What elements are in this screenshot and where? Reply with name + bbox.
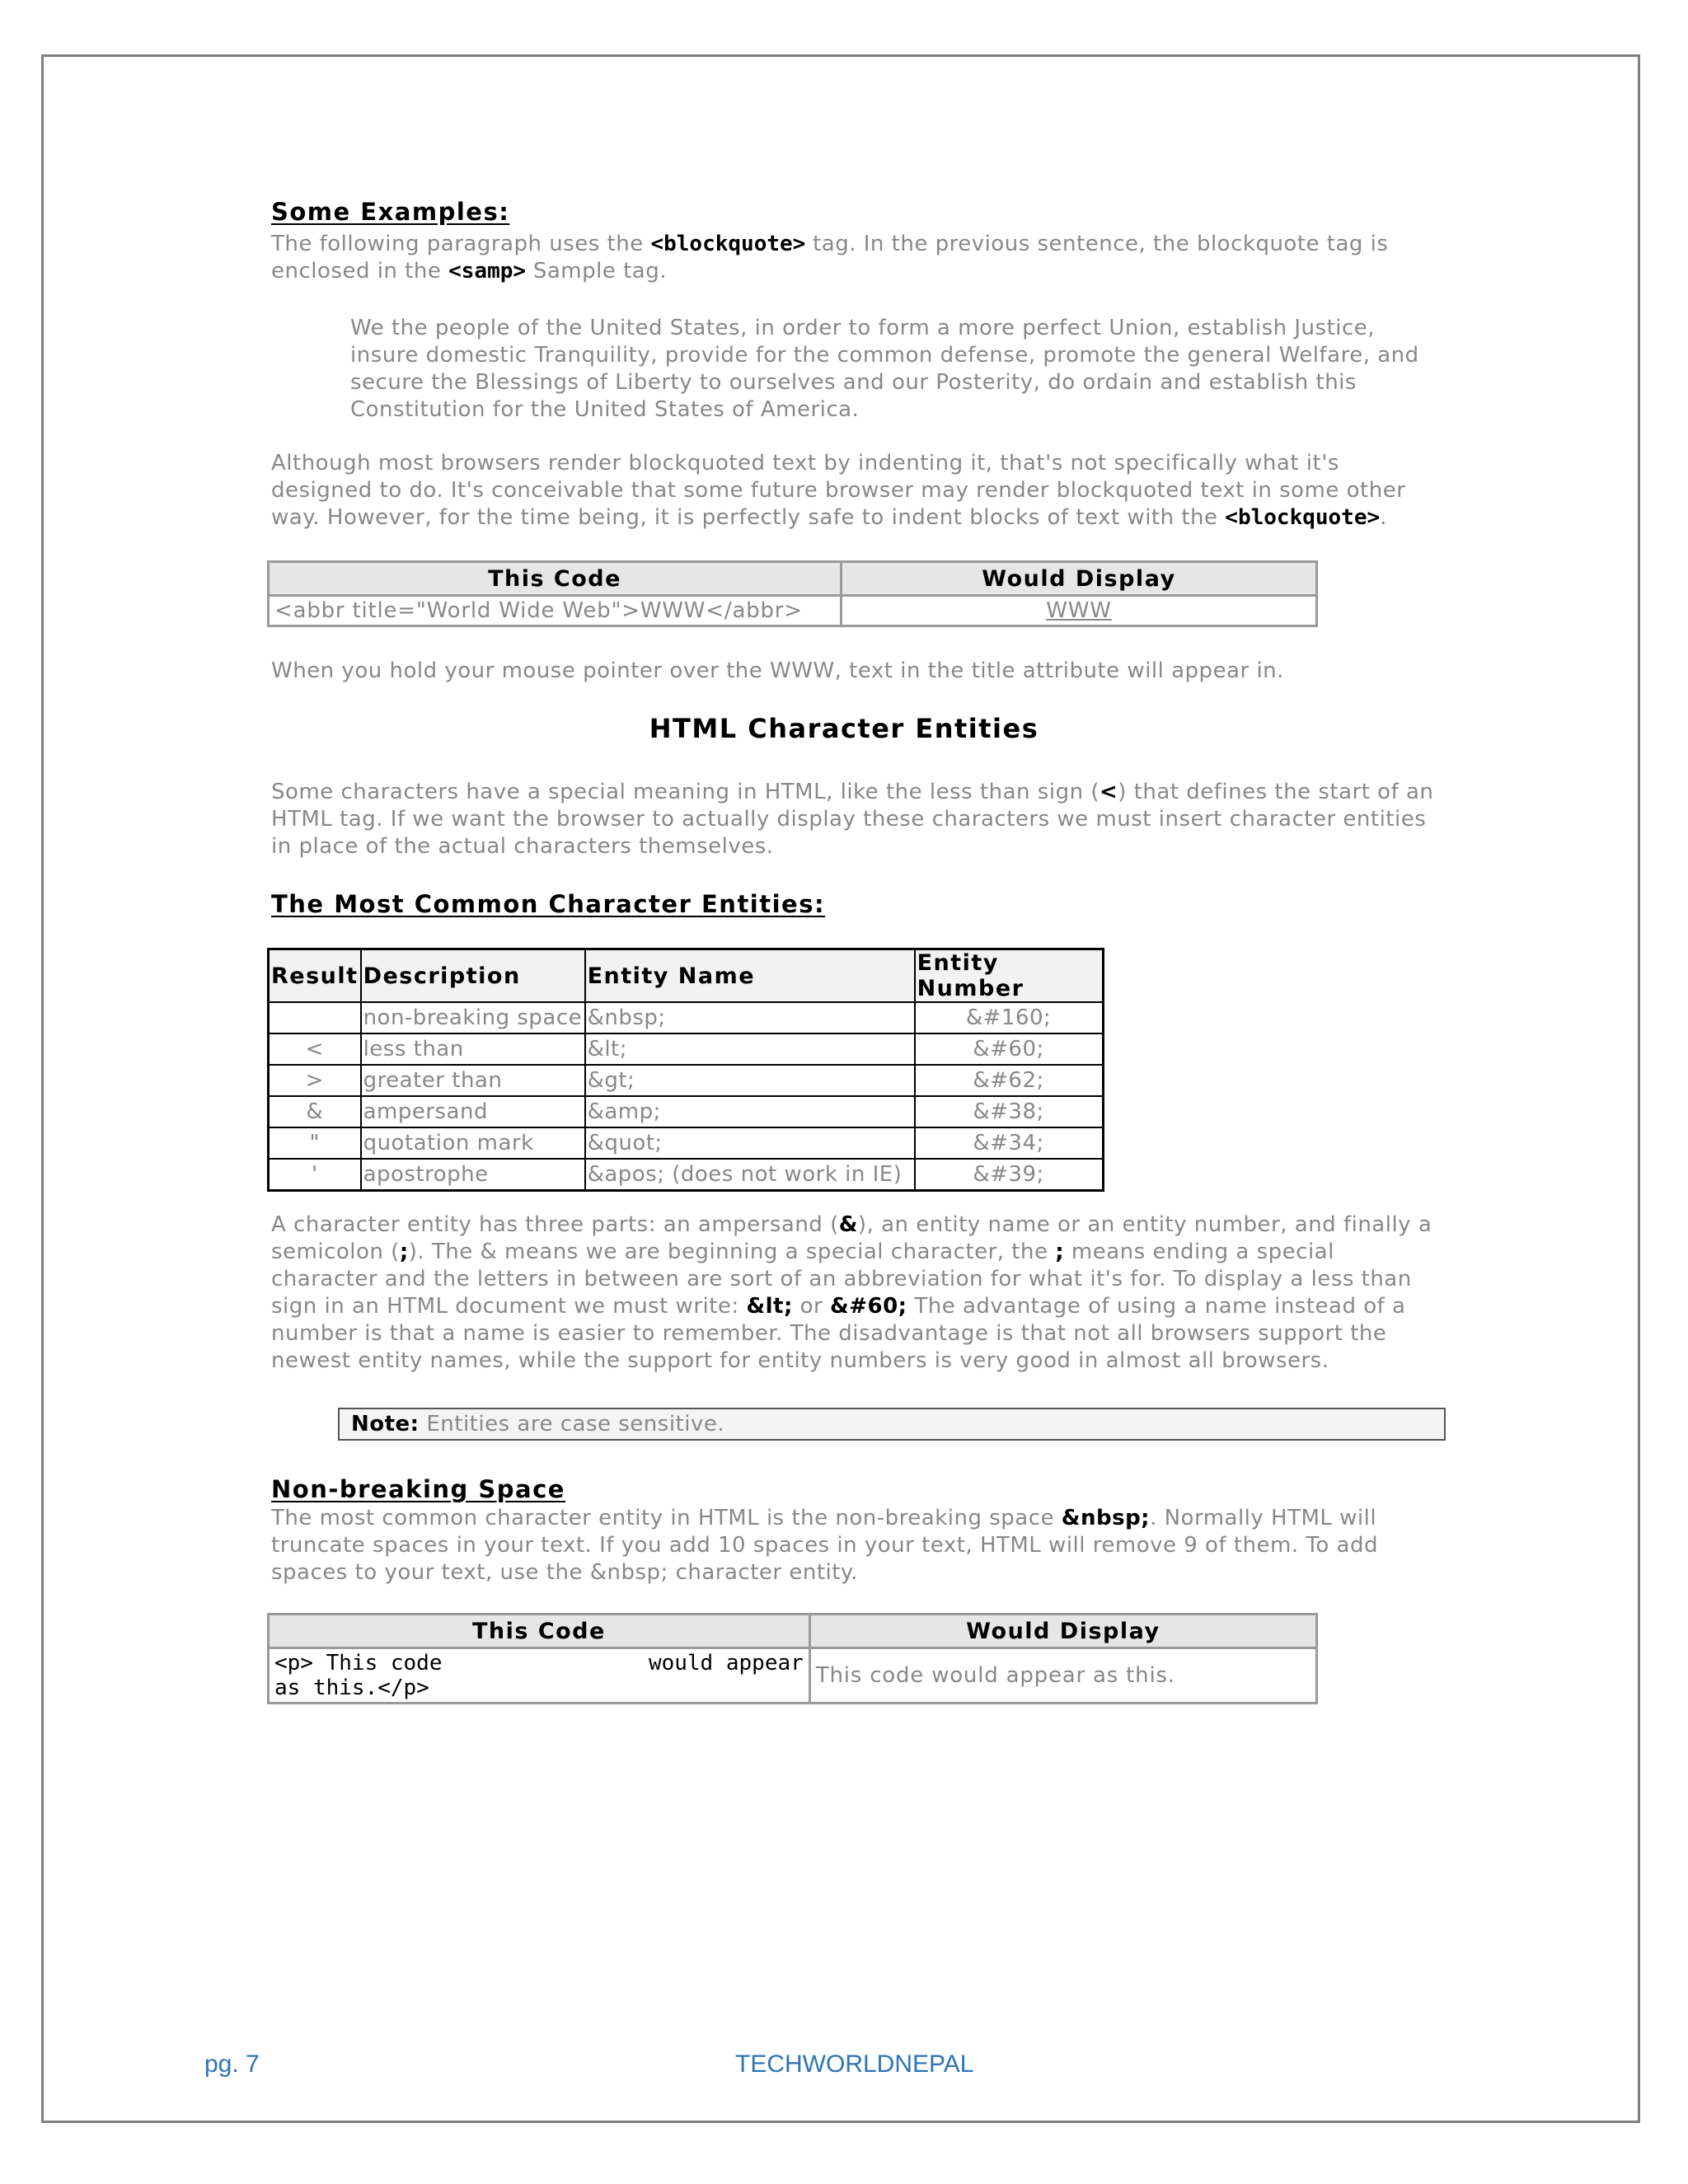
col-header-result: Result	[269, 949, 361, 1003]
entities-title: HTML Character Entities	[649, 713, 1039, 744]
nbsp-display-cell: This code would appear as this.	[809, 1648, 1316, 1704]
entity-table	[267, 948, 1104, 1192]
common-entities-heading: The Most Common Character Entities:	[271, 890, 826, 918]
examples-heading: Some Examples:	[271, 198, 510, 226]
abbr-display-cell	[842, 596, 1317, 626]
entities-intro: Some characters have a special meaning in HTML, like the less than sign (<) that defines the start of an HTML tag. If we want the browser to actually display these characters we must insert character entities in place of the actual characters themselves.	[271, 780, 1434, 859]
col-header-entity-number: Entity Number	[915, 949, 1104, 1003]
table-row: " quotation mark &quot; &#34;	[269, 1127, 1104, 1159]
table-row: & ampersand &amp; &#38;	[269, 1096, 1104, 1127]
abbr-note: When you hold your mouse pointer over the WWW, text in the title attribute will appear in.	[271, 658, 1284, 683]
entity-table-header	[269, 949, 1104, 1003]
col-header-this-code: This Code	[269, 1615, 810, 1648]
blockquote: We the people of the United States, in order to form a more perfect Union, establish Justice, insure domestic Tranquility, provide for the common defense, promote the general Welfare, and secure the Blessings of Liberty to ourselves and our Posterity, do ordain and establish this Constitution for the United States of America.	[350, 316, 1419, 422]
note-label: Note:	[351, 1412, 420, 1436]
examples-intro: The following paragraph uses the <blockquote> tag. In the previous sentence, the blockquote tag is enclosed in the <samp> Sample tag.	[271, 232, 1389, 284]
entity-parts-paragraph: A character entity has three parts: an ampersand (&), an entity name or an entity number, and finally a semicolon (;). The & means we are beginning a special character, the ; means ending a special character and the letters in between are sort of an abbreviation for what it's for. To display a less than sign in an HTML document we must write: &lt; or &#60; The advantage of using a name instead of a number is that a name is easier to remember. The disadvantage is that not all browsers support the newest entity names, while the support for entity numbers is very good in almost all browsers.	[271, 1212, 1432, 1373]
table-row: ' apostrophe &apos; (does not work in IE) &#39;	[269, 1159, 1104, 1191]
col-header-would-display: Would Display	[809, 1615, 1316, 1648]
abbr-code-cell: <abbr title="World Wide Web">WWW</abbr>	[269, 596, 842, 626]
nbsp-example-table	[267, 1613, 1318, 1704]
blockquote-explanation: Although most browsers render blockquoted text by indenting it, that's not specifically what it's designed to do. It's conceivable that some future browser may render blockquoted text in some other way. However, for the time being, it is perfectly safe to indent blocks of text with the <blockquote>.	[271, 451, 1406, 530]
nbsp-heading: Non-breaking Space	[271, 1475, 565, 1503]
col-header-this-code: This Code	[269, 562, 842, 596]
abbr-example-table	[267, 560, 1318, 627]
footer-site: TECHWORLDNEPAL	[735, 2050, 974, 2078]
col-header-would-display: Would Display	[842, 562, 1317, 596]
abbr-www-link[interactable]: WWW	[1046, 598, 1112, 623]
table-row: > greater than &gt; &#62;	[269, 1065, 1104, 1096]
table-row: non-breaking space &nbsp; &#160;	[269, 1002, 1104, 1033]
note-text: Entities are case sensitive.	[426, 1412, 725, 1436]
nbsp-code-cell: <p> This code would appear as this.</p>	[269, 1648, 810, 1704]
note-box	[338, 1408, 1446, 1441]
table-row: < less than &lt; &#60;	[269, 1033, 1104, 1065]
col-header-entity-name: Entity Name	[585, 949, 915, 1003]
page-number: pg. 7	[204, 2050, 260, 2078]
col-header-description: Description	[361, 949, 585, 1003]
nbsp-paragraph: The most common character entity in HTML is the non-breaking space &nbsp;. Normally HTML will truncate spaces in your text. If you add 10 spaces in your text, HTML will remove 9 of them. To add spaces to your text, use the &nbsp; character entity.	[271, 1506, 1378, 1585]
